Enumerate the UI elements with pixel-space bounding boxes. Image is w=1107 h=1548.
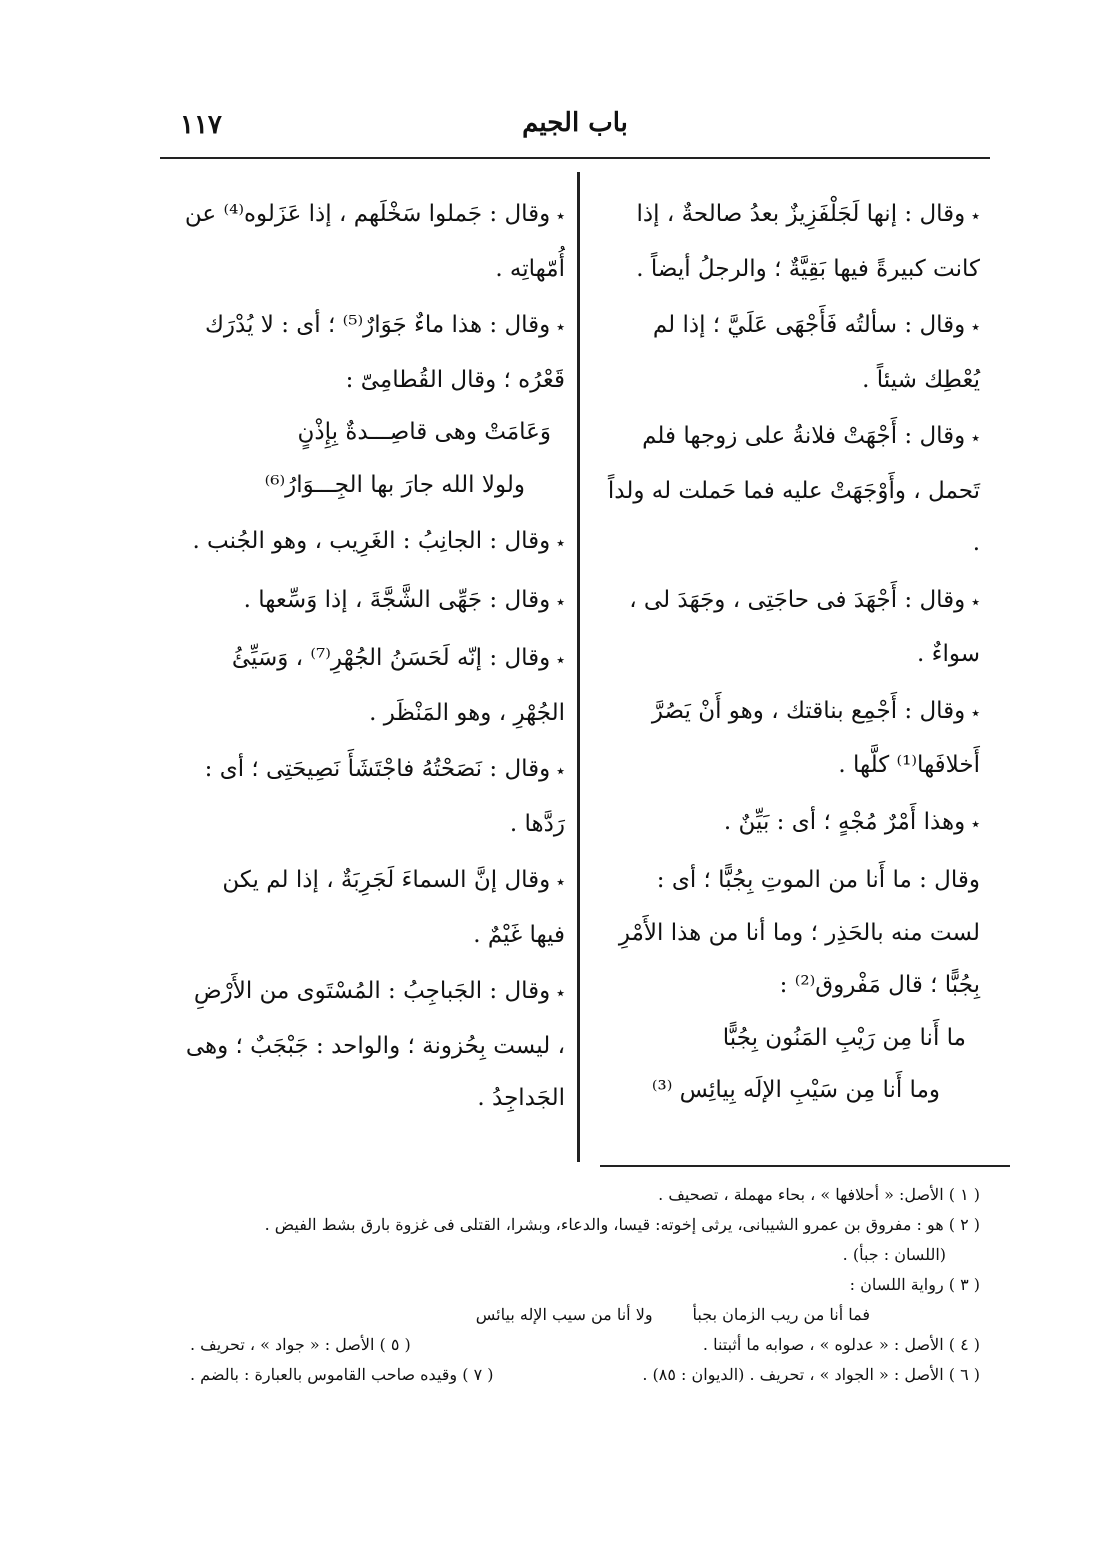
entry: [180, 299, 565, 511]
entry-text: وقال : ما أَنا من الموتِ بِجُبًّا ؛ أى : لست منه بالحَذِر ؛ وما أنا من هذا الأَمْرِ بِجُبًّا ؛ قال مَفْروق⁽²⁾ :: [618, 867, 980, 998]
entry-star-icon: ٭: [971, 591, 980, 611]
entry: [600, 574, 980, 681]
footnote-verse-line: فما أنا من ريب الزمان بجبأ: [692, 1305, 870, 1324]
entry: [180, 515, 565, 570]
entry-text: وقال : أَجْهَتْ فلانةُ على زوجها فلم تَحمل ، وأَوْجَهَتْ عليه فما حَملت له ولداً .: [607, 423, 980, 556]
footnote-row: [190, 1360, 980, 1390]
entry-star-icon: ٭: [971, 428, 980, 447]
left-column: [180, 188, 565, 1129]
entry-star-icon: ٭: [971, 702, 980, 722]
column-divider: [577, 172, 580, 1162]
right-column: [600, 188, 980, 1121]
entry-text: وقال : أَجْهَدَ فى حاجَتِى ، وجَهَدَ لى ، سواءٌ .: [629, 586, 980, 667]
entry-star-icon: ٭: [556, 983, 565, 1002]
entry: [600, 299, 980, 406]
entry-text: وقال : جَهِّى الشَّجَّةَ ، إذا وَسِّعها .: [243, 586, 551, 613]
verse-line: وَعَامَتْ وهى قاصِـــدةٌ بِإِذْنٍ: [297, 419, 551, 445]
footnote: ( ٦ ) الأصل : « الجواد » ، تحريف . (الديوان : ٨٥) .: [642, 1365, 980, 1384]
page-number: ١١٧: [180, 110, 222, 140]
footnote: ( ٤ ) الأصل : « عدلوه » ، صوابه ما أثبتنا .: [702, 1335, 980, 1354]
entry: [600, 854, 980, 1117]
entry-text: وقال : هذا ماءٌ جَوَارٌ⁽⁵⁾ ؛ أى : لا يُدْرَك قَعْرُه ؛ وقال القُطامِىّ :: [204, 312, 565, 393]
verse-line: وما أَنا مِن سَيْبِ الإلَه بِيائِس ⁽³⁾: [651, 1077, 940, 1103]
entry-text: وقال : الجانِبُ : الغَرِيب ، وهو الجُنب .: [192, 528, 551, 554]
footnote: ( ٥ ) الأصل : « جواد » ، تحريف .: [190, 1335, 411, 1354]
entry-star-icon: ٭: [971, 813, 980, 833]
footnote-rule: [600, 1165, 1010, 1167]
entry-text: وقال : إنها لَجَلْفَزِيزٌ بعدُ صالحةٌ ، إذا كانت كبيرةً فيها بَقِيَّةٌ ؛ والرجلُ أيضاً .: [636, 201, 980, 282]
entry-star-icon: ٭: [556, 317, 565, 336]
entry-star-icon: ٭: [556, 591, 565, 611]
entry-text: وقال : أَجْمِع بناقتك ، وهو أَنْ يَصُرَّ أَخلافَها⁽¹⁾ كلَّها .: [651, 697, 980, 778]
entry-text: وقال إنَّ السماءَ لَجَرِبَةٌ ، إذا لم يكن فيها غَيْمٌ .: [222, 867, 565, 948]
chapter-title: باب الجيم: [522, 108, 628, 138]
entry: [180, 965, 565, 1125]
entry: [180, 188, 565, 295]
entry: [180, 854, 565, 961]
footnote: ( ٣ ) رواية اللسان :: [849, 1275, 980, 1294]
entry-text: وقال : نَصَحْتُهُ فاجْتَشَأَ نَصِيحَتِى ؛ أى : رَدَّها .: [204, 756, 565, 837]
footnotes: [190, 1180, 980, 1390]
entry-star-icon: ٭: [556, 761, 565, 780]
entry-star-icon: ٭: [556, 533, 565, 552]
verse-line: ما أَنا مِن رَيْبِ المَنُون بِجُبًّا: [722, 1024, 966, 1051]
footnote-continuation: (اللسان : جبأ) .: [842, 1245, 946, 1264]
entry-star-icon: ٭: [556, 650, 565, 669]
footnote-verse: [190, 1300, 980, 1330]
verse-line: ولولا الله جارَ بها الجِـــوَارُ⁽⁶⁾: [264, 471, 525, 498]
entry-text: وقال : سألتُه فَأَجْهَى عَلَيَّ ؛ إذا لم يُعْطِك شيئاً .: [652, 312, 980, 393]
footnote: ( ١ ) الأصل: « أحلافها » ، بحاء مهملة ، تصحيف .: [658, 1185, 980, 1204]
entry-star-icon: ٭: [556, 872, 565, 891]
entry: [180, 632, 565, 739]
entry: [600, 685, 980, 792]
entry: [600, 188, 980, 295]
entry-text: وقال : جَملوا سَخْلَهم ، إذا عَزَلوه⁽⁴⁾ عن أُمّهاتِه .: [184, 201, 565, 282]
entry: [600, 796, 980, 851]
header-rule: [160, 157, 990, 159]
entry-star-icon: ٭: [556, 206, 565, 225]
footnote: ( ٧ ) وقيده صاحب القاموس بالعبارة : بالضم .: [190, 1365, 494, 1384]
entry: [600, 410, 980, 570]
entry: [180, 743, 565, 850]
entry: [180, 574, 565, 629]
footnote: ( ٢ ) هو : مفروق بن عمرو الشيبانى، يرثى إخوته: قيسا، والدعاء، وبشرا، القتلى فى غزوة بارق بشط الفيض .: [264, 1215, 980, 1234]
entry-text: وهذا أَمْرٌ مُجْهٍ ؛ أى : بَيِّنٌ .: [723, 808, 966, 835]
entry-text: وقال : الجَباجِبُ : المُسْتَوى من الأَرْضِ ، ليست بِحُزونة ؛ والواحد : جَبْجَبٌ ؛ وهى الجَداجِدُ .: [185, 978, 565, 1111]
footnote-row: [190, 1330, 980, 1360]
entry-text: وقال : إنّه لَحَسَنُ الجُهْرِ⁽⁷⁾ ، وَسَيِّئُ الجُهْرِ ، وهو المَنْظَر .: [231, 645, 565, 726]
entry-star-icon: ٭: [971, 206, 980, 225]
entry-star-icon: ٭: [971, 317, 980, 336]
running-head: [160, 108, 990, 152]
footnote-verse-line: ولا أنا من سيب الإله بيائس: [475, 1305, 653, 1324]
